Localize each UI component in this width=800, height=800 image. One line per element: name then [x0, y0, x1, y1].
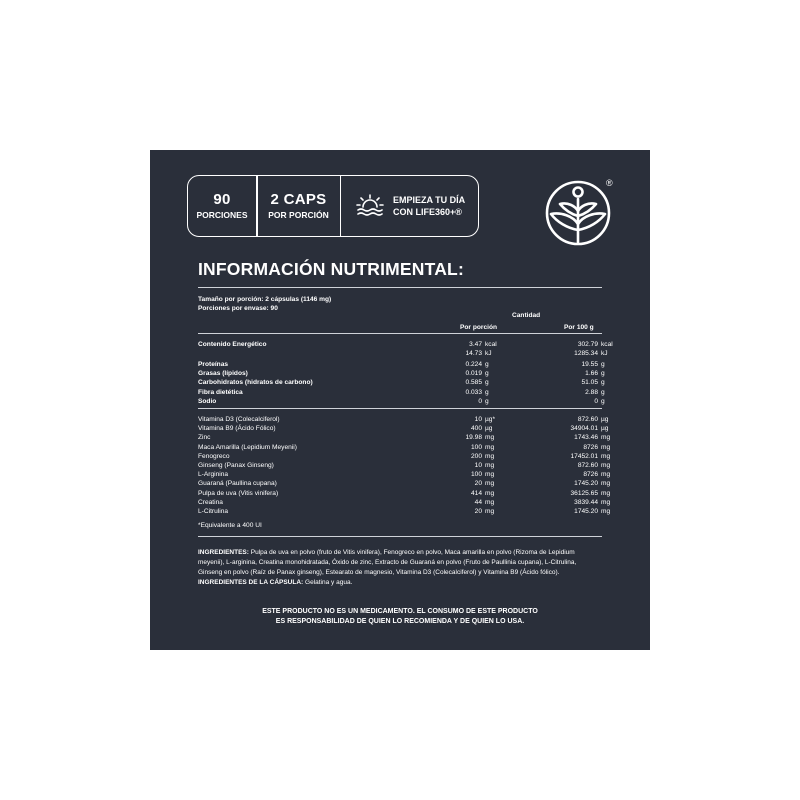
page-title: INFORMACIÓN NUTRIMENTAL: — [198, 259, 464, 279]
per-serving-value: 19.98 — [465, 434, 482, 442]
per-serving-unit: mg — [485, 452, 495, 460]
footnote-divider — [198, 536, 602, 537]
per-100g-value: 3839.44 — [574, 498, 598, 506]
per-100g-value: 1743.46 — [574, 434, 598, 442]
capsule-text: Gelatina y agua. — [303, 579, 353, 586]
per-100g-unit: µg — [601, 416, 609, 423]
per-serving-value: 0.585 — [465, 379, 482, 387]
nutrition-panel — [150, 150, 650, 650]
per-100g-value: 872.60 — [577, 462, 598, 469]
per-100g-value: 1745.20 — [574, 480, 598, 488]
row-label: Creatina — [198, 498, 223, 506]
per-serving-unit: µg — [485, 425, 493, 433]
quantity-header: Cantidad — [512, 312, 541, 319]
row-label: Grasas (lípidos) — [198, 370, 248, 378]
per-serving-unit: mg — [485, 471, 495, 479]
macros-divider — [198, 408, 602, 409]
per-serving-value: 20 — [474, 508, 482, 515]
per-serving-value: 10 — [474, 462, 482, 469]
row-label: Carbohidratos (hidratos de carbono) — [198, 379, 313, 387]
per-100g-unit: g — [601, 361, 605, 368]
title-divider — [198, 287, 602, 288]
tagline-cell — [341, 176, 478, 236]
per-serving-unit: mg — [485, 434, 495, 442]
per-100g-unit: mg — [601, 480, 611, 488]
per-serving-unit: mg — [485, 480, 495, 488]
portions-label: PORCIONES — [196, 210, 248, 220]
per-100g-value: 8726 — [583, 471, 598, 479]
per-100g-value: 1745.20 — [574, 508, 598, 515]
disclaimer — [198, 607, 602, 627]
servings-per-container: Porciones por envase: 90 — [198, 305, 278, 312]
header-divider — [198, 333, 602, 334]
per-100g-value: 17452.01 — [570, 452, 598, 460]
per-serving-unit: mg — [485, 508, 495, 515]
row-label: Maca Amarilla (Lepidium Meyenii) — [198, 443, 297, 451]
per-100g-header: Por 100 g — [564, 324, 594, 331]
per-100g-value: 36125.65 — [570, 489, 598, 497]
per-serving-unit: µg* — [485, 416, 496, 423]
energy-kcal-p100: 302.79 — [577, 341, 598, 348]
row-label: Ginseng (Panax Ginseng) — [198, 462, 274, 469]
per-100g-unit: mg — [601, 462, 611, 469]
disclaimer-line1: ESTE PRODUCTO NO ES UN MEDICAMENTO. EL CONSUMO DE ESTE PRODUCTO — [262, 608, 538, 615]
registered-mark: ® — [606, 178, 613, 188]
per-serving-unit: g — [485, 361, 489, 368]
per-100g-unit: g — [601, 379, 605, 387]
row-label: Fibra dietética — [198, 388, 243, 396]
per-serving-value: 0.224 — [465, 361, 482, 368]
per-serving-unit: g — [485, 379, 489, 387]
energy-kcal-pp: 3.47 — [469, 341, 482, 348]
row-label: Proteínas — [198, 361, 229, 368]
plant-circle-logo — [543, 178, 613, 248]
per-100g-unit: µg — [601, 425, 609, 433]
energy-kj-p100: 1285.34 — [574, 350, 598, 357]
capsule-label: INGREDIENTES DE LA CÁPSULA: — [198, 579, 304, 586]
per-serving-unit: mg — [485, 443, 495, 451]
per-serving-value: 0.019 — [465, 370, 482, 378]
ingredients-block — [198, 548, 602, 588]
per-100g-unit: g — [601, 397, 605, 405]
sunrise-icon — [355, 194, 385, 218]
caps-cell — [258, 176, 340, 236]
per-100g-unit: g — [601, 370, 605, 378]
caps-label: POR PORCIÓN — [268, 210, 329, 220]
per-100g-value: 34904.01 — [570, 425, 598, 433]
row-label: L-Citrulina — [198, 508, 229, 515]
row-label: Sodio — [198, 397, 217, 405]
per-serving-value: 200 — [470, 452, 482, 460]
ingredients-label: INGREDIENTES: — [198, 549, 249, 556]
per-serving-value: 0 — [478, 397, 482, 405]
tagline-line2: CON LIFE360+® — [393, 207, 462, 217]
energy-kcal-pp-unit: kcal — [485, 341, 497, 348]
energy-kcal-p100-unit: kcal — [601, 341, 613, 348]
serving-size: Tamaño por porción: 2 cápsulas (1146 mg) — [198, 296, 332, 303]
per-serving-value: 10 — [474, 416, 482, 423]
footnote: *Equivalente a 400 UI — [198, 522, 262, 529]
per-serving-value: 44 — [474, 498, 482, 506]
per-serving-value: 100 — [470, 471, 482, 479]
header-badge — [187, 175, 479, 237]
per-100g-unit: mg — [601, 443, 611, 451]
per-100g-value: 19.55 — [581, 361, 598, 368]
per-serving-header: Por porción — [460, 324, 497, 331]
per-serving-unit: g — [485, 397, 489, 405]
energy-kj-pp-unit: kJ — [485, 350, 492, 357]
row-label: Vitamina D3 (Colecalciferol) — [198, 416, 280, 423]
disclaimer-line2: ES RESPONSABILIDAD DE QUIEN LO RECOMIENDA Y DE QUIEN LO USA. — [275, 618, 525, 625]
per-serving-unit: mg — [485, 498, 495, 506]
per-serving-value: 100 — [470, 443, 482, 451]
per-100g-unit: mg — [601, 508, 611, 515]
per-100g-unit: mg — [601, 434, 611, 442]
energy-kj-pp: 14.73 — [465, 350, 482, 357]
per-100g-unit: mg — [601, 489, 611, 497]
per-serving-value: 400 — [470, 425, 482, 433]
per-100g-value: 2.88 — [585, 388, 598, 396]
per-serving-value: 20 — [474, 480, 482, 488]
per-serving-unit: g — [485, 370, 489, 378]
portions-cell — [188, 176, 256, 236]
per-serving-value: 0.033 — [465, 388, 482, 396]
per-100g-value: 8726 — [583, 443, 598, 451]
caps-value: 2 CAPS — [270, 191, 327, 208]
energy-kj-p100-unit: kJ — [601, 350, 608, 357]
per-100g-value: 0 — [594, 397, 598, 405]
per-100g-unit: mg — [601, 452, 611, 460]
per-serving-value: 414 — [470, 489, 482, 497]
per-100g-value: 1.66 — [585, 370, 598, 378]
ingredients-text: Pulpa de uva en polvo (fruto de Vitis vinifera), Fenogreco en polvo, Maca amarilla en polvo (Rizoma de Lepidium meyenii), L-arginina, Creatina monohidratada, Óxido de zinc, Extracto de Guaraná en polvo (Fruto de Paullinia cupana), L-Citrulina, Ginseng en polvo (Raíz de Panax ginseng), Estearato de magnesio, Vitamina D3 (Colecalciferol) y Vitamina B9 (Ácido fólico). — [198, 549, 577, 576]
row-label: Guaraná (Paullina cupana) — [198, 480, 277, 488]
row-label: Vitamina B9 (Ácido Fólico) — [198, 425, 276, 433]
row-label: Fenogreco — [198, 452, 230, 460]
per-100g-unit: mg — [601, 498, 611, 506]
per-serving-unit: mg — [485, 462, 495, 469]
portions-value: 90 — [213, 191, 231, 208]
row-label: L-Arginina — [198, 471, 229, 479]
per-serving-unit: g — [485, 388, 489, 396]
row-label: Zinc — [198, 434, 211, 442]
per-100g-value: 872.60 — [577, 416, 598, 423]
per-100g-value: 51.05 — [581, 379, 598, 387]
tagline — [393, 194, 465, 218]
per-100g-unit: g — [601, 388, 605, 396]
per-serving-unit: mg — [485, 489, 495, 497]
per-100g-unit: mg — [601, 471, 611, 479]
tagline-line1: EMPIEZA TU DÍA — [393, 195, 466, 205]
energy-label: Contenido Energético — [198, 341, 267, 348]
row-label: Pulpa de uva (Vitis vinifera) — [198, 489, 279, 497]
